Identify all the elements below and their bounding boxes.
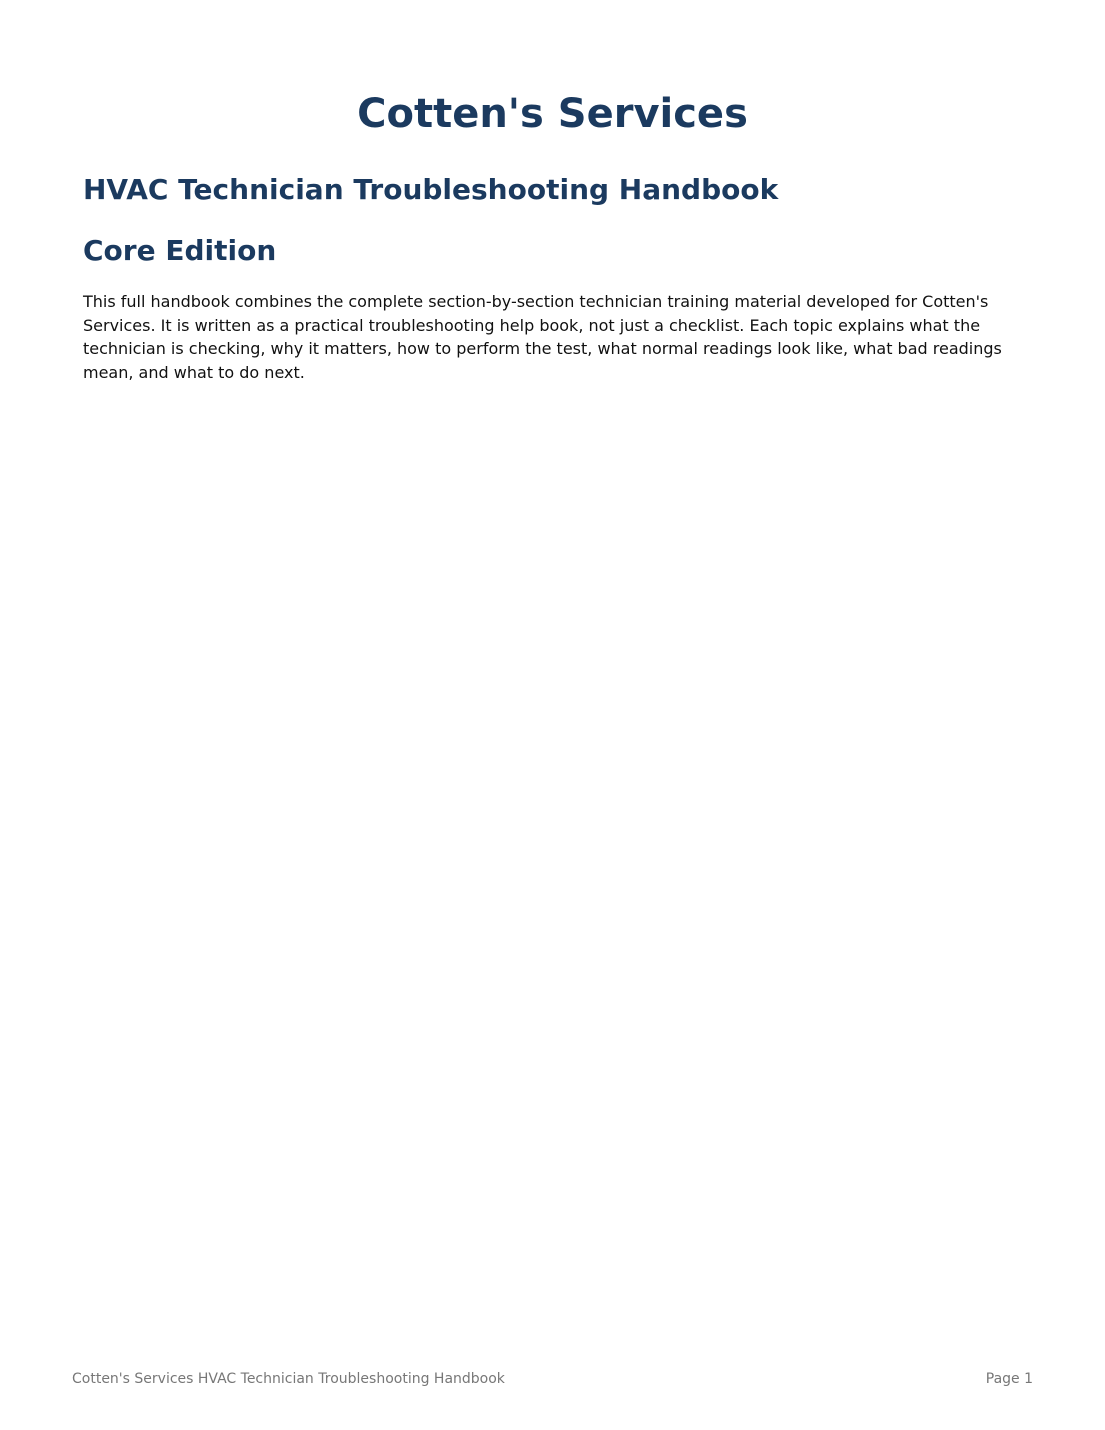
edition-heading: Core Edition [83, 234, 277, 267]
intro-paragraph: This full handbook combines the complete section-by-section technician training material developed for Cotten's Services. It is written as a practical troubleshooting help book, not just a checklist. Each topic explains what the technician is checking, why it matters, how to perform the test, what normal readings look like, what bad readings mean, and what to do next. [83, 292, 1002, 382]
document-title: Cotten's Services [357, 91, 748, 137]
footer-page-number: Page 1 [985, 1371, 1033, 1387]
footer-document-title: Cotten's Services HVAC Technician Troubleshooting Handbook [72, 1371, 505, 1387]
document-subtitle: HVAC Technician Troubleshooting Handbook [83, 173, 779, 206]
